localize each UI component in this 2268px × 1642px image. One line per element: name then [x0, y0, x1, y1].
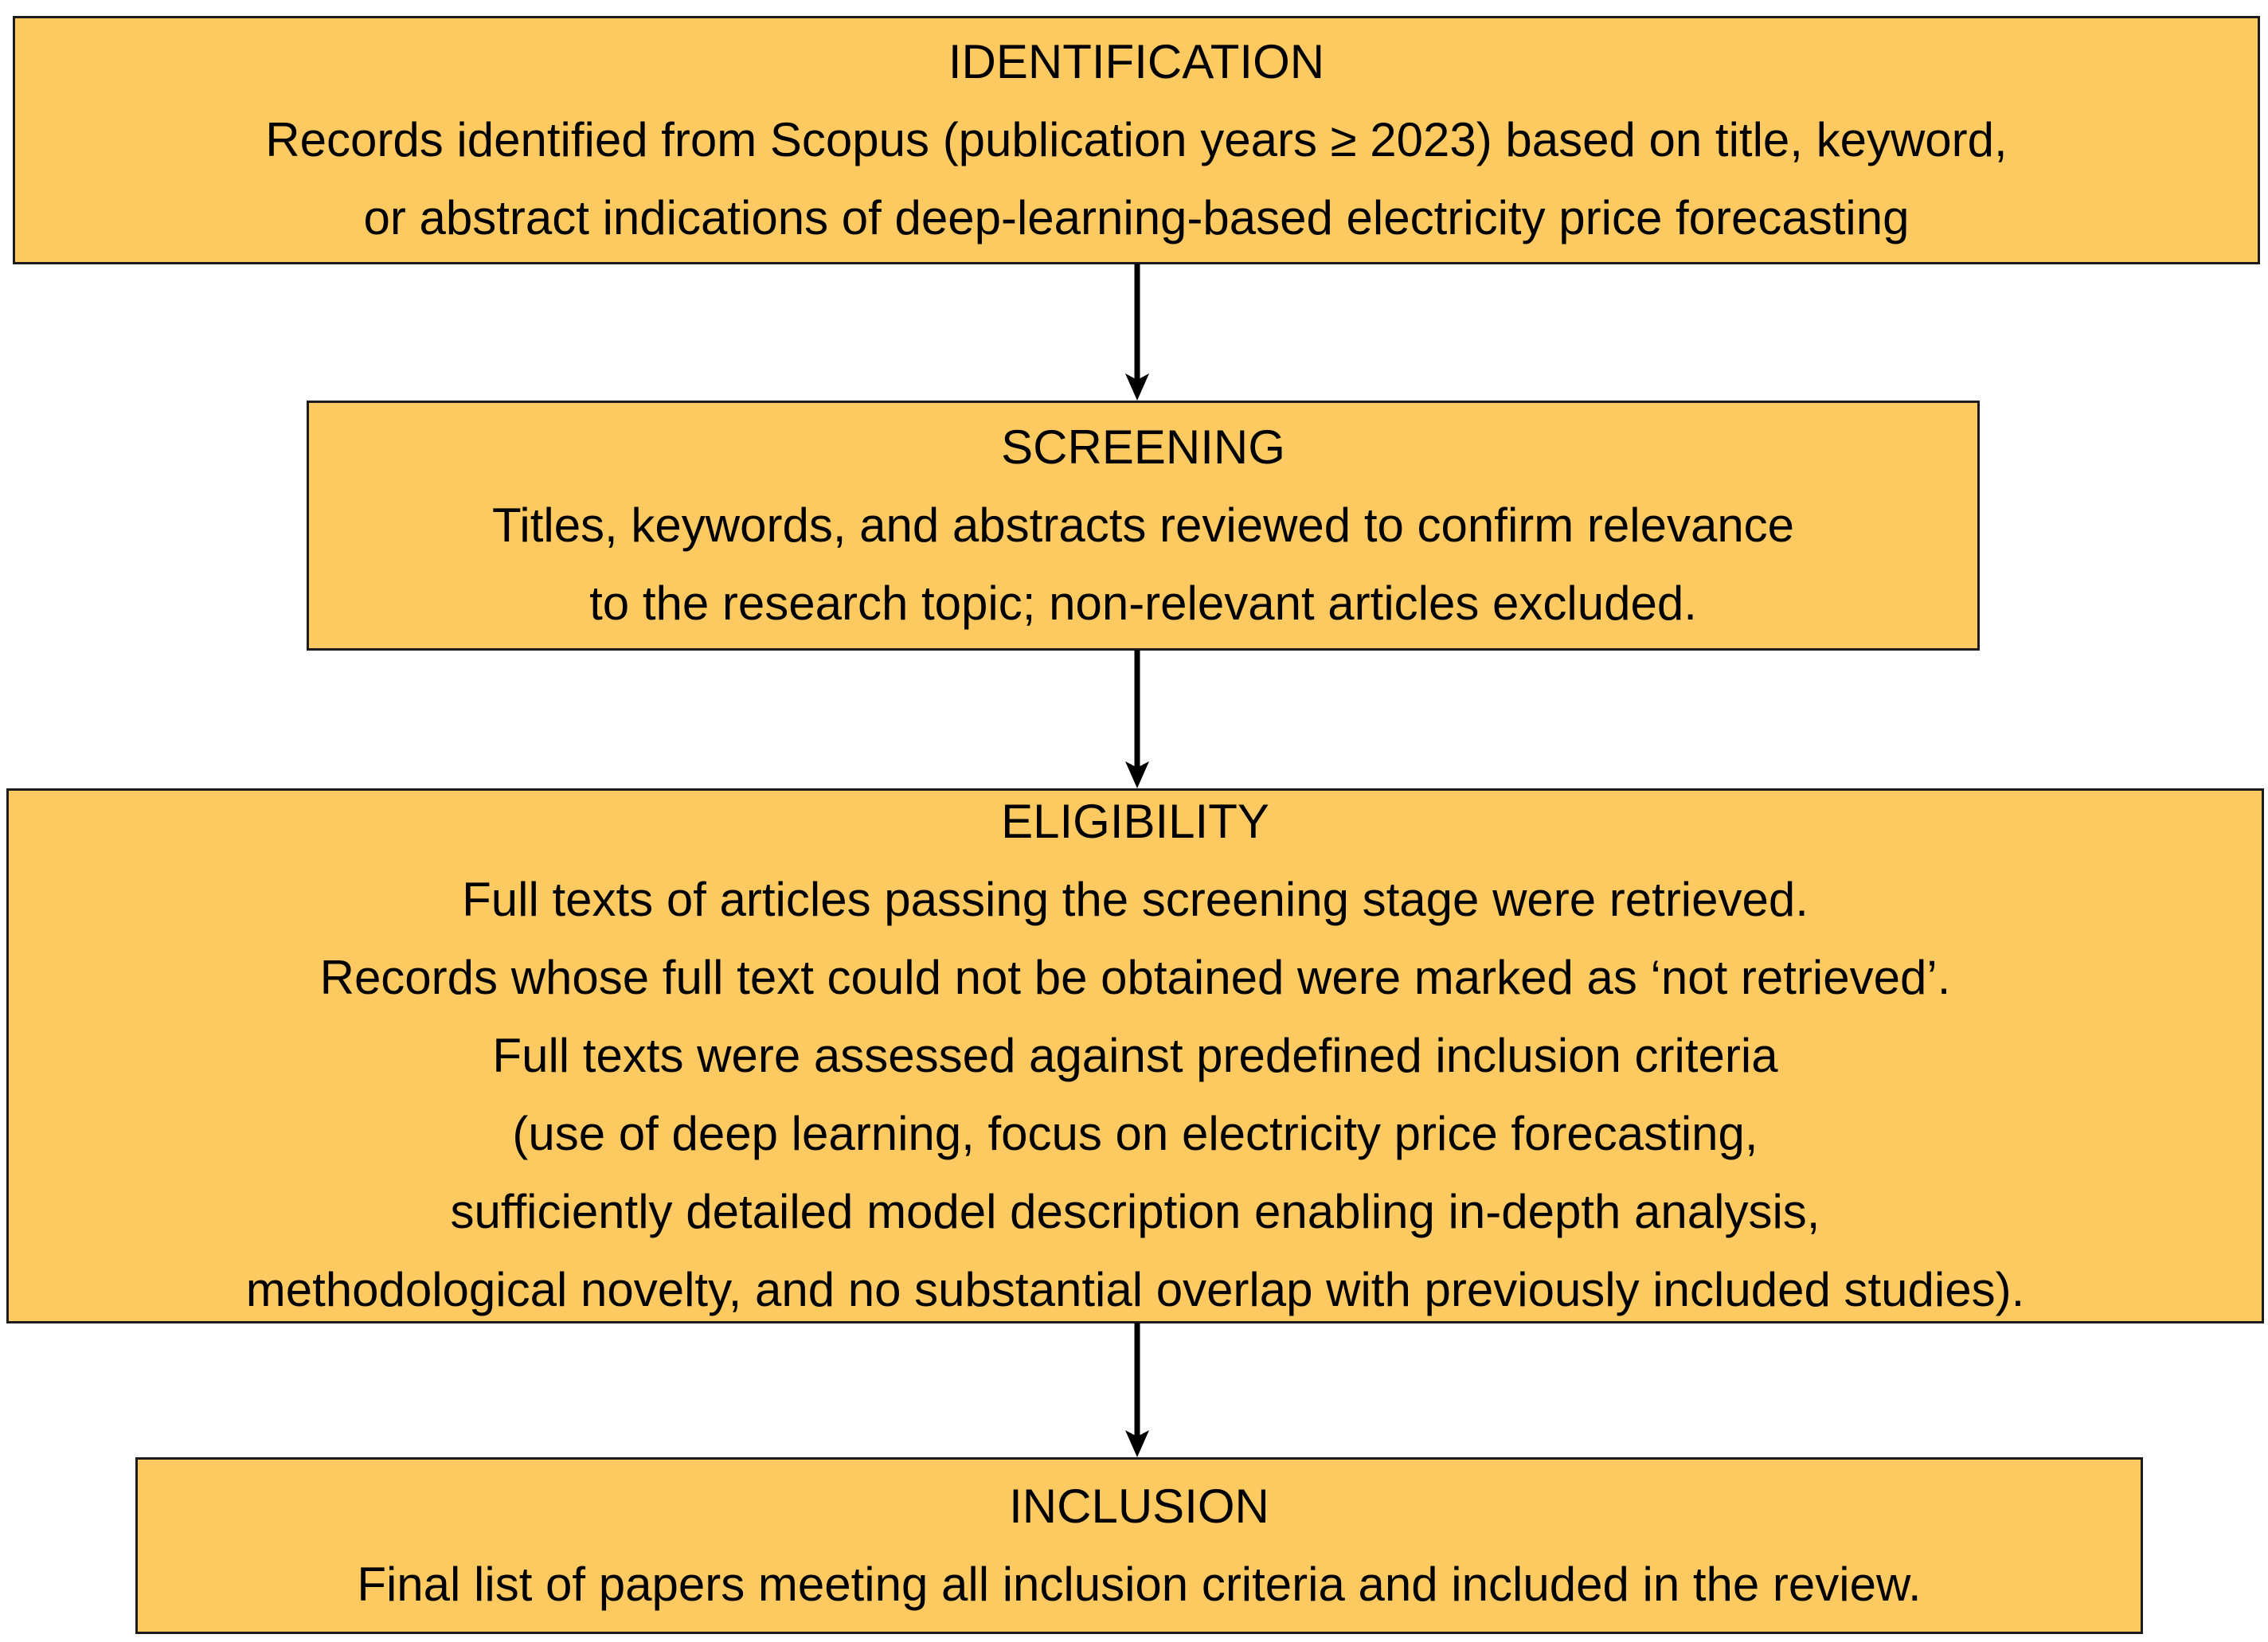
stage-title-screening: SCREENING [1001, 420, 1285, 474]
stage-text-line: Full texts of articles passing the screening stage were retrieved. [462, 873, 1809, 926]
stage-box-screening [307, 401, 1980, 651]
stage-box-identification [13, 16, 2260, 264]
stage-text-line: to the research topic; non-relevant articles excluded. [589, 577, 1697, 630]
stage-text-line: (use of deep learning, focus on electricity price forecasting, [512, 1107, 1758, 1160]
stage-title-eligibility: ELIGIBILITY [1001, 795, 1269, 848]
stage-text-line: Records identified from Scopus (publication years ≥ 2023) based on title, keyword, [265, 113, 2008, 166]
down-arrow-identification-to-screening-icon [1120, 264, 1155, 401]
down-arrow-screening-to-eligibility-icon [1120, 650, 1155, 788]
stage-box-inclusion [135, 1457, 2143, 1634]
stage-text-line: or abstract indications of deep-learning-based electricity price forecasting [363, 191, 1910, 244]
stage-text-line: Full texts were assessed against predefined inclusion criteria [492, 1029, 1778, 1082]
stage-text-line: Records whose full text could not be obtained were marked as ‘not retrieved’. [319, 951, 1951, 1004]
stage-text-line: Final list of papers meeting all inclusion criteria and included in the review. [357, 1558, 1922, 1611]
stage-text-line: methodological novelty, and no substantial overlap with previously included studies). [245, 1263, 2025, 1316]
stage-title-identification: IDENTIFICATION [948, 35, 1325, 88]
stage-text-line: Titles, keywords, and abstracts reviewed to confirm relevance [491, 498, 1795, 552]
stage-title-inclusion: INCLUSION [1009, 1480, 1269, 1533]
stage-box-eligibility [6, 788, 2264, 1323]
stage-text-line: sufficiently detailed model description enabling in-depth analysis, [450, 1185, 1820, 1238]
down-arrow-eligibility-to-inclusion-icon [1120, 1323, 1155, 1457]
